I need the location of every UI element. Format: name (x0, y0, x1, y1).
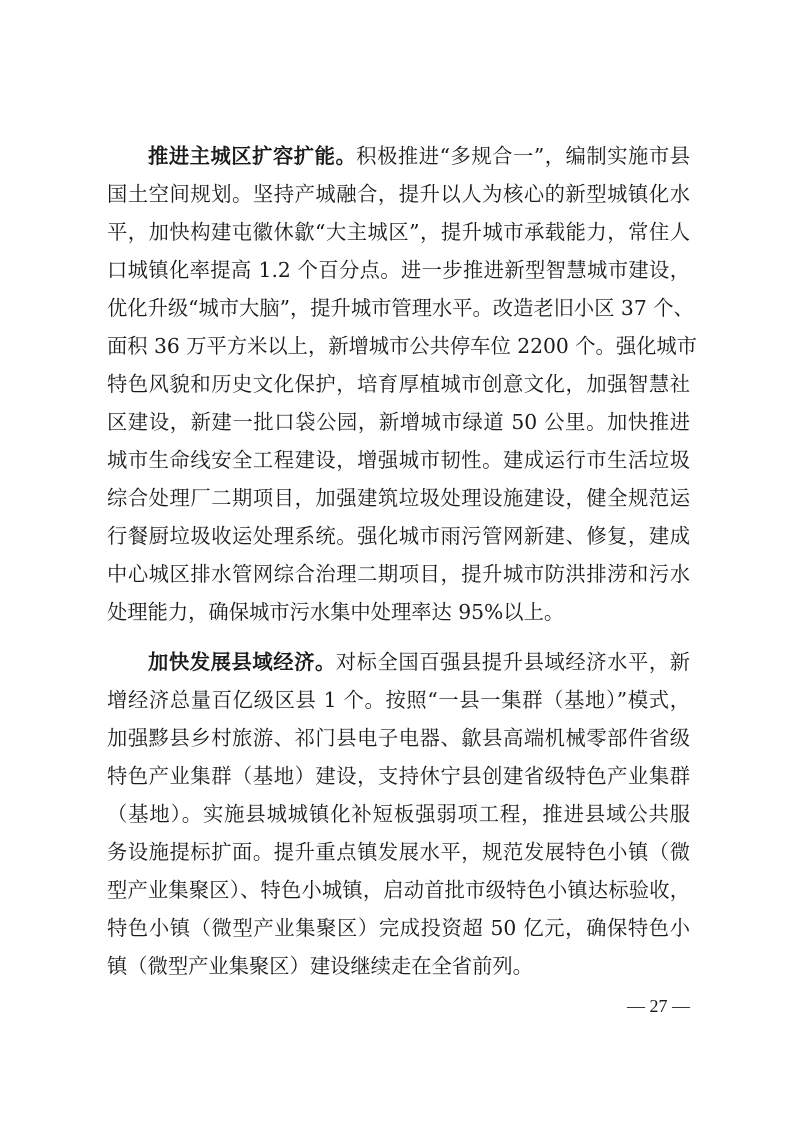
paragraph-2-line: 特色小镇（微型产业集聚区）完成投资超 50 亿元，确保特色小 (107, 916, 690, 940)
paragraph-1-first-line (148, 141, 690, 171)
paragraph-2-first-line-text: 对标全国百强县提升县域经济水平，新 (335, 650, 690, 674)
paragraph-1-line: 特色风貌和历史文化保护，培育厚植城市创意文化，加强智慧社 (107, 372, 690, 396)
paragraph-1-line: 平，加快构建屯徽休歙“大主城区”，提升城市承载能力，常住人 (107, 220, 690, 244)
paragraph-1-line: 面积 36 万平方米以上，新增城市公共停车位 2200 个。强化城市 (107, 334, 697, 358)
paragraph-1-line: 城市生命线安全工程建设，增强城市韧性。建成运行市生活垃圾 (107, 448, 690, 472)
paragraph-1-line: 综合处理厂二期项目，加强建筑垃圾处理设施建设，健全规范运 (107, 486, 690, 510)
paragraph-1-first-line-text: 积极推进“多规合一”，编制实施市县 (356, 144, 690, 168)
paragraph-2-line: 型产业集聚区）、特色小城镇，启动首批市级特色小镇达标验收， (107, 878, 690, 902)
paragraph-2-line: 加强黟县乡村旅游、祁门县电子电器、歙县高端机械零部件省级 (107, 726, 690, 750)
paragraph-1-line: 区建设，新建一批口袋公园，新增城市绿道 50 公里。加快推进 (107, 410, 690, 434)
paragraph-1-line: 中心城区排水管网综合治理二期项目，提升城市防洪排涝和污水 (107, 562, 690, 586)
paragraph-1-line: 优化升级“城市大脑”，提升城市管理水平。改造老旧小区 37 个、 (107, 296, 694, 320)
paragraph-2-line: 特色产业集群（基地）建设，支持休宁县创建省级特色产业集群 (107, 764, 690, 788)
paragraph-2-line: （基地）。实施县城城镇化补短板强弱项工程，推进县域公共服 (107, 802, 690, 826)
paragraph-1-heading: 推进主城区扩容扩能。 (148, 144, 357, 168)
paragraph-1-line: 行餐厨垃圾收运处理系统。强化城市雨污管网新建、修复，建成 (107, 524, 690, 548)
paragraph-1-line: 口城镇化率提高 1.2 个百分点。进一步推进新型智慧城市建设， (107, 258, 690, 282)
paragraph-2-heading: 加快发展县域经济。 (148, 650, 336, 674)
paragraph-2-line: 务设施提标扩面。提升重点镇发展水平，规范发展特色小镇（微 (107, 840, 690, 864)
paragraph-1-line: 国土空间规划。坚持产城融合，提升以人为核心的新型城镇化水 (107, 182, 690, 206)
paragraph-2-line: 镇（微型产业集聚区）建设继续走在全省前列。 (107, 954, 533, 978)
paragraph-2-line: 增经济总量百亿级区县 1 个。按照“一县一集群（基地）”模式， (107, 688, 690, 712)
page-number: — 27 — (627, 996, 690, 1016)
paragraph-2-first-line (148, 647, 690, 677)
paragraph-1-line: 处理能力，确保城市污水集中处理率达 95%以上。 (107, 600, 565, 624)
